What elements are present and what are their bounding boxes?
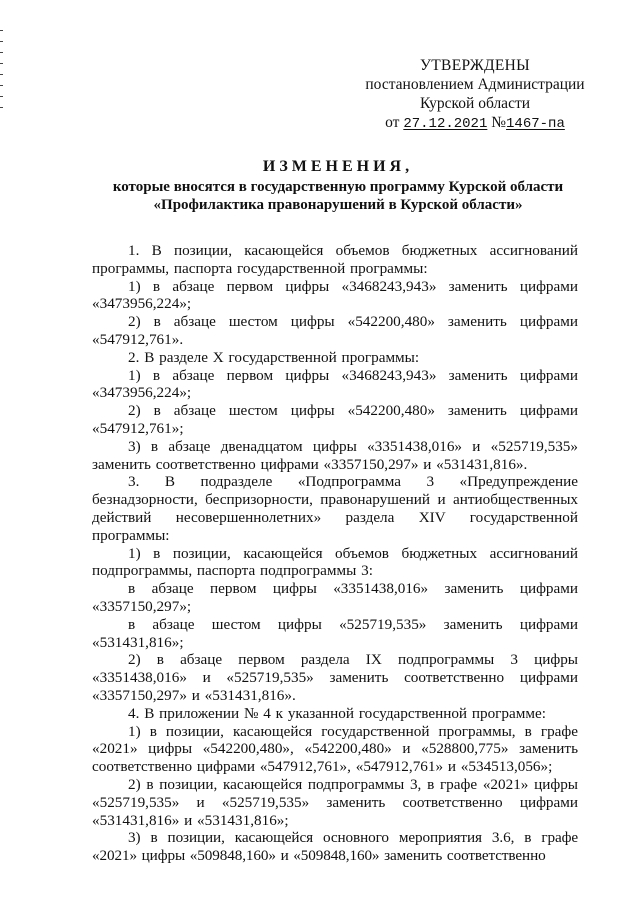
paragraph: 3) в абзаце двенадцатом цифры «3351438,016» и «525719,535» заменить соответственно цифрами «3357150,297» и «531431,816». xyxy=(92,437,578,473)
paragraph: 3) в позиции, касающейся основного мероприятия 3.6, в графе «2021» цифры «509848,160» и «509848,160» заменить соответственно xyxy=(92,829,578,865)
heading-title: ИЗМЕНЕНИЯ, xyxy=(262,158,414,175)
paragraph: 1) в позиции, касающейся объемов бюджетных ассигнований подпрограммы, паспорта подпрограммы 3: xyxy=(92,544,578,580)
paragraph: 1) в позиции, касающейся государственной программы, в графе «2021» цифры «542200,480», «542200,480» и «528800,775» заменить соответственно цифрами «547912,761», «547912,761» и «534513,056»; xyxy=(92,722,578,776)
paragraph: 2) в абзаце первом раздела IX подпрограммы 3 цифры «3351438,016» и «525719,535» заменить соответственно цифрами «3357150,297» и «531431,816». xyxy=(92,651,578,704)
paragraph: в абзаце шестом цифры «525719,535» заменить цифрами «531431,816»; xyxy=(92,615,578,651)
approval-title: УТВЕРЖДЕНЫ xyxy=(420,57,530,74)
approval-date-line xyxy=(360,113,590,134)
paragraph: 2. В разделе X государственной программы: xyxy=(128,348,420,366)
paragraph: 3. В подразделе «Подпрограмма 3 «Предупреждение безнадзорности, беспризорности, правонарушений и антиобщественных действий несовершеннолетних» раздела XIV государственной программы: xyxy=(92,473,578,544)
paragraph: 2) в позиции, касающейся подпрограммы 3, в графе «2021» цифры «525719,535» и «525719,535» заменить соответственно цифрами «531431,816» и «531431,816»; xyxy=(92,775,578,829)
date-prefix: от xyxy=(385,114,400,131)
paragraph: 2) в абзаце шестом цифры «542200,480» заменить цифрами «547912,761»; xyxy=(92,402,578,437)
date-value: 27.12.2021 xyxy=(403,116,488,132)
paragraph: 4. В приложении № 4 к указанной государственной программе: xyxy=(128,704,546,722)
heading-line-2: «Профилактика правонарушений в Курской области» xyxy=(153,197,523,213)
approval-line-2: Курской области xyxy=(419,95,531,112)
paragraph: 1) в абзаце первом цифры «3468243,943» заменить цифрами «3473956,224»; xyxy=(92,277,578,313)
paragraph: 1) в абзаце первом цифры «3468243,943» заменить цифрами «3473956,224»; xyxy=(92,366,578,402)
margin-marks xyxy=(0,30,4,150)
approval-line-1: постановлением Администрации xyxy=(365,76,585,93)
paragraph: 2) в абзаце шестом цифры «542200,480» заменить цифрами «547912,761». xyxy=(92,313,578,348)
number-value: 1467-па xyxy=(506,116,565,132)
document-body xyxy=(92,242,578,865)
paragraph: в абзаце первом цифры «3351438,016» заменить цифрами «3357150,297»; xyxy=(92,580,578,615)
document-heading xyxy=(92,158,584,214)
heading-line-1: которые вносятся в государственную программу Курской области xyxy=(112,179,564,195)
approval-block xyxy=(360,56,590,134)
number-prefix: № xyxy=(491,114,507,131)
paragraph: 1. В позиции, касающейся объемов бюджетных ассигнований программы, паспорта государственной программы: xyxy=(92,242,578,277)
